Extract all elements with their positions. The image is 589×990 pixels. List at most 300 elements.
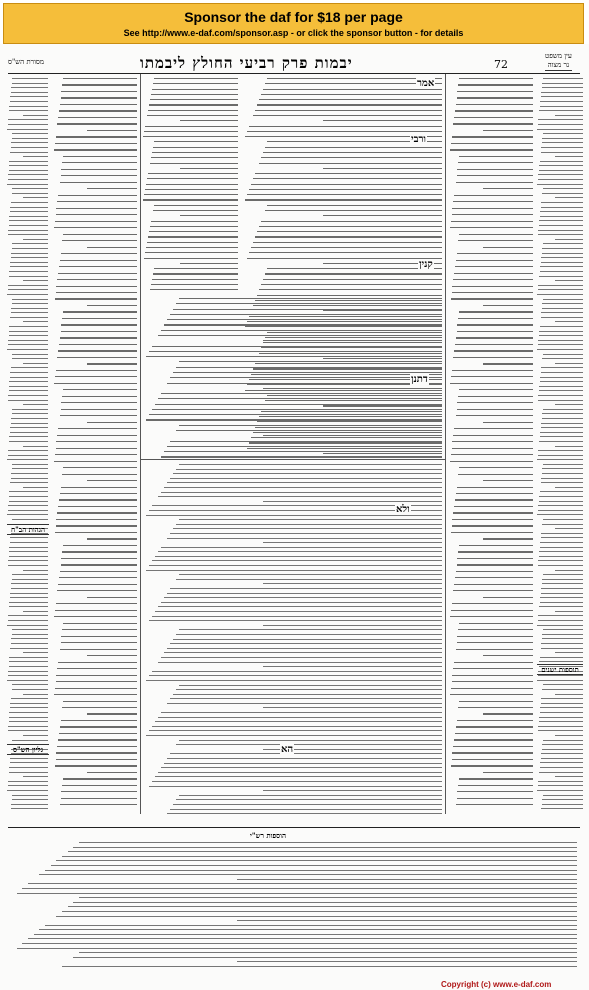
text-line	[541, 92, 583, 93]
text-line	[458, 629, 533, 630]
text-line	[457, 791, 533, 792]
text-line	[12, 574, 48, 575]
text-line	[539, 165, 583, 166]
text-line	[9, 381, 48, 382]
text-line	[456, 571, 533, 572]
text-line	[63, 156, 137, 157]
text-line	[541, 537, 583, 538]
text-line	[12, 193, 48, 194]
text-line	[62, 911, 577, 912]
text-line	[176, 303, 442, 304]
text-line	[161, 492, 442, 493]
text-line	[12, 689, 48, 690]
text-line	[456, 493, 533, 494]
text-line	[541, 312, 583, 313]
text-line	[55, 376, 137, 377]
text-line	[543, 133, 583, 134]
text-line	[458, 396, 533, 397]
text-line	[152, 560, 442, 561]
text-line	[541, 262, 583, 263]
text-line	[58, 584, 137, 585]
text-line	[457, 91, 533, 92]
text-line	[11, 308, 48, 309]
text-line	[537, 625, 583, 626]
text-line	[146, 680, 442, 681]
text-line	[251, 247, 442, 248]
text-line	[12, 634, 48, 635]
text-line	[56, 208, 137, 209]
text-line	[457, 409, 533, 410]
text-line	[12, 464, 48, 465]
dibur-hamatchil-2: קנין	[419, 259, 433, 270]
text-line	[540, 161, 583, 162]
hosafot-rashi-label: הוספות רש"י	[250, 831, 286, 840]
text-line	[12, 799, 48, 800]
text-line	[537, 349, 583, 350]
text-line	[73, 902, 577, 903]
text-line	[10, 377, 48, 378]
text-line	[251, 184, 442, 185]
dibur-hamatchil-4: ולא	[396, 504, 410, 515]
text-line	[59, 577, 137, 578]
text-line	[11, 588, 48, 589]
text-line	[537, 129, 583, 130]
text-line	[11, 478, 48, 479]
text-line	[456, 337, 533, 338]
text-line	[61, 409, 137, 410]
text-line	[23, 404, 48, 405]
text-line	[453, 512, 533, 513]
text-line	[543, 243, 583, 244]
text-line	[12, 299, 48, 300]
text-line	[542, 303, 583, 304]
text-line	[541, 152, 583, 153]
text-line	[8, 615, 48, 616]
text-line	[540, 436, 583, 437]
text-line	[9, 666, 48, 667]
text-line	[450, 383, 533, 384]
text-line	[57, 590, 137, 591]
text-line	[542, 579, 583, 580]
text-line	[542, 638, 583, 639]
text-line	[11, 643, 48, 644]
text-line	[453, 123, 533, 124]
text-line	[10, 152, 48, 153]
text-line	[539, 220, 583, 221]
text-line	[12, 133, 48, 134]
text-line	[56, 752, 137, 753]
text-line	[68, 851, 577, 852]
text-line	[539, 501, 583, 502]
text-line	[148, 110, 238, 111]
text-line	[12, 248, 48, 249]
text-line	[9, 220, 48, 221]
text-line	[55, 765, 137, 766]
text-line	[483, 188, 533, 189]
text-line	[9, 110, 48, 111]
text-line	[170, 377, 442, 378]
text-line	[263, 790, 442, 791]
text-line	[10, 648, 48, 649]
text-line	[483, 597, 533, 598]
text-line	[555, 776, 583, 777]
text-line	[158, 335, 442, 336]
text-line	[11, 312, 48, 313]
text-line	[456, 104, 533, 105]
text-line	[11, 698, 48, 699]
text-line	[453, 590, 533, 591]
text-line	[51, 865, 577, 866]
text-line	[540, 712, 583, 713]
text-line	[61, 97, 137, 98]
text-line	[12, 138, 48, 139]
text-line	[457, 798, 533, 799]
text-line	[10, 597, 48, 598]
text-line	[452, 286, 533, 287]
text-line	[173, 804, 442, 805]
text-line	[10, 101, 48, 102]
text-line	[173, 694, 442, 695]
text-line	[39, 874, 577, 875]
text-line	[56, 759, 137, 760]
text-line	[149, 675, 442, 676]
text-line	[60, 493, 137, 494]
text-line	[12, 358, 48, 359]
text-line	[23, 321, 48, 322]
text-line	[540, 767, 583, 768]
text-line	[9, 772, 48, 773]
text-line	[8, 344, 48, 345]
text-line	[87, 188, 137, 189]
text-line	[63, 623, 137, 624]
text-line	[540, 211, 583, 212]
text-line	[150, 226, 238, 227]
sponsor-title: Sponsor the daf for $18 per page	[184, 9, 403, 25]
text-line	[57, 279, 137, 280]
text-line	[452, 603, 533, 604]
text-line	[12, 413, 48, 414]
text-line	[155, 776, 442, 777]
text-line	[259, 226, 442, 227]
text-line	[451, 454, 533, 455]
text-line	[158, 717, 442, 718]
text-line	[152, 726, 442, 727]
text-line	[539, 331, 583, 332]
text-line	[539, 551, 583, 552]
text-line	[179, 298, 442, 299]
text-line	[9, 712, 48, 713]
text-line	[87, 422, 137, 423]
text-line	[542, 253, 583, 254]
text-line	[538, 615, 583, 616]
text-line	[453, 279, 533, 280]
text-line	[149, 104, 238, 105]
text-line	[22, 888, 577, 889]
text-line	[263, 625, 442, 626]
text-line	[11, 804, 48, 805]
text-line	[263, 388, 442, 389]
text-line	[542, 473, 583, 474]
text-line	[170, 809, 442, 810]
text-line	[12, 795, 48, 796]
text-line	[8, 285, 48, 286]
text-line	[179, 629, 442, 630]
text-line	[247, 258, 442, 259]
text-line	[455, 110, 533, 111]
text-line	[237, 879, 577, 880]
text-line	[151, 284, 238, 285]
text-line	[555, 321, 583, 322]
text-line	[11, 583, 48, 584]
text-line	[451, 532, 533, 533]
text-line	[8, 510, 48, 511]
text-line	[61, 169, 137, 170]
sponsor-subtitle[interactable]: See http://www.e-daf.com/sponsor.asp - or click the sponsor button - for details	[123, 28, 464, 38]
text-line	[161, 547, 442, 548]
text-line	[58, 739, 137, 740]
text-line	[541, 427, 583, 428]
text-line	[55, 454, 137, 455]
text-line	[454, 195, 533, 196]
text-line	[12, 468, 48, 469]
text-line	[8, 730, 48, 731]
text-line	[458, 474, 533, 475]
text-line	[9, 767, 48, 768]
text-line	[542, 87, 583, 88]
text-line	[555, 570, 583, 571]
text-line	[61, 331, 137, 332]
text-line	[540, 762, 583, 763]
text-line	[12, 519, 48, 520]
text-line	[263, 583, 442, 584]
gemara-text-lines-lower	[140, 294, 445, 458]
text-line	[452, 214, 533, 215]
copyright-text[interactable]: Copyright (c) www.e-daf.com	[441, 980, 552, 989]
text-line	[167, 446, 442, 447]
text-line	[458, 162, 533, 163]
sponsor-banner[interactable]	[3, 3, 584, 44]
text-line	[542, 248, 583, 249]
text-line	[541, 478, 583, 479]
text-line	[542, 142, 583, 143]
text-line	[8, 565, 48, 566]
text-line	[161, 393, 442, 394]
text-line	[180, 168, 238, 169]
text-line	[62, 785, 137, 786]
text-line	[555, 239, 583, 240]
text-line	[452, 292, 533, 293]
text-line	[538, 289, 583, 290]
text-line	[542, 634, 583, 635]
text-line	[539, 441, 583, 442]
text-line	[450, 227, 533, 228]
text-line	[11, 257, 48, 258]
text-line	[9, 602, 48, 603]
text-line	[9, 436, 48, 437]
text-line	[459, 545, 533, 546]
text-line	[151, 94, 238, 95]
text-line	[541, 753, 583, 754]
text-line	[56, 286, 137, 287]
text-line	[63, 389, 137, 390]
text-line	[161, 767, 442, 768]
text-line	[267, 205, 442, 206]
text-line	[538, 124, 583, 125]
text-line	[12, 83, 48, 84]
footer-rule	[8, 827, 580, 828]
text-line	[155, 556, 442, 557]
text-line	[542, 413, 583, 414]
text-line	[60, 726, 137, 727]
text-line	[161, 657, 442, 658]
text-line	[452, 675, 533, 676]
text-line	[60, 649, 137, 650]
text-line	[539, 721, 583, 722]
text-line	[452, 525, 533, 526]
text-line	[541, 96, 583, 97]
text-line	[12, 243, 48, 244]
text-line	[56, 603, 137, 604]
text-line	[23, 570, 48, 571]
text-line	[58, 662, 137, 663]
text-line	[23, 487, 48, 488]
text-line	[249, 252, 442, 253]
text-line	[458, 785, 533, 786]
text-line	[87, 363, 137, 364]
text-line	[541, 482, 583, 483]
text-line	[450, 461, 533, 462]
text-line	[9, 271, 48, 272]
text-line	[11, 808, 48, 809]
text-line	[263, 340, 442, 341]
text-line	[62, 240, 137, 241]
text-line	[8, 289, 48, 290]
text-line	[149, 730, 442, 731]
text-line	[540, 657, 583, 658]
text-line	[454, 584, 533, 585]
text-line	[9, 496, 48, 497]
text-line	[167, 813, 442, 814]
text-line	[147, 242, 238, 243]
text-line	[144, 258, 238, 259]
text-line	[56, 292, 137, 293]
text-line	[8, 726, 48, 727]
text-line	[167, 538, 442, 539]
text-line	[9, 717, 48, 718]
text-line	[257, 231, 442, 232]
text-line	[10, 372, 48, 373]
text-line	[8, 505, 48, 506]
text-line	[263, 542, 442, 543]
text-line	[452, 208, 533, 209]
text-line	[54, 383, 137, 384]
text-line	[153, 147, 238, 148]
text-line	[483, 422, 533, 423]
rashi-column	[445, 74, 536, 814]
text-line	[155, 721, 442, 722]
text-line	[540, 491, 583, 492]
text-line	[17, 893, 577, 894]
text-line	[61, 720, 137, 721]
text-line	[459, 467, 533, 468]
text-line	[9, 386, 48, 387]
bottom-notes	[8, 840, 580, 970]
text-line	[152, 781, 442, 782]
dibur-hamatchil-3: דתנן	[411, 374, 428, 385]
text-line	[59, 499, 137, 500]
text-line	[261, 157, 442, 158]
text-line	[62, 551, 137, 552]
text-line	[455, 266, 533, 267]
text-line	[259, 163, 442, 164]
text-line	[170, 588, 442, 589]
text-line	[483, 538, 533, 539]
text-line	[8, 340, 48, 341]
text-line	[23, 652, 48, 653]
text-line	[540, 106, 583, 107]
tosafot-text-lines	[50, 74, 140, 805]
text-line	[58, 506, 137, 507]
text-line	[457, 331, 533, 332]
text-line	[173, 309, 442, 310]
text-line	[539, 556, 583, 557]
page-number: 72	[494, 58, 508, 71]
text-line	[79, 897, 577, 898]
text-line	[155, 611, 442, 612]
text-line	[265, 147, 442, 148]
text-line	[63, 701, 137, 702]
text-line	[58, 195, 137, 196]
text-line	[60, 415, 137, 416]
text-line	[542, 358, 583, 359]
text-line	[555, 197, 583, 198]
text-line	[57, 668, 137, 669]
text-line	[173, 473, 442, 474]
text-line	[7, 184, 48, 185]
gemara-main-lower	[140, 294, 445, 459]
text-line	[147, 178, 238, 179]
text-line	[540, 432, 583, 433]
text-line	[454, 350, 533, 351]
text-line	[161, 330, 442, 331]
text-line	[146, 184, 238, 185]
text-line	[541, 808, 583, 809]
text-line	[538, 510, 583, 511]
text-line	[451, 143, 533, 144]
text-line	[483, 655, 533, 656]
text-line	[261, 94, 442, 95]
text-line	[542, 744, 583, 745]
text-line	[543, 684, 583, 685]
text-line	[543, 464, 583, 465]
opening-word: אמר	[417, 78, 435, 89]
text-line	[555, 280, 583, 281]
text-line	[539, 717, 583, 718]
text-line	[7, 680, 48, 681]
text-line	[8, 400, 48, 401]
text-line	[87, 772, 137, 773]
text-line	[555, 446, 583, 447]
text-line	[55, 298, 137, 299]
text-line	[59, 344, 137, 345]
text-line	[60, 104, 137, 105]
text-line	[145, 252, 238, 253]
text-line	[23, 280, 48, 281]
text-line	[58, 117, 137, 118]
text-line	[10, 703, 48, 704]
text-line	[542, 583, 583, 584]
text-line	[154, 205, 238, 206]
